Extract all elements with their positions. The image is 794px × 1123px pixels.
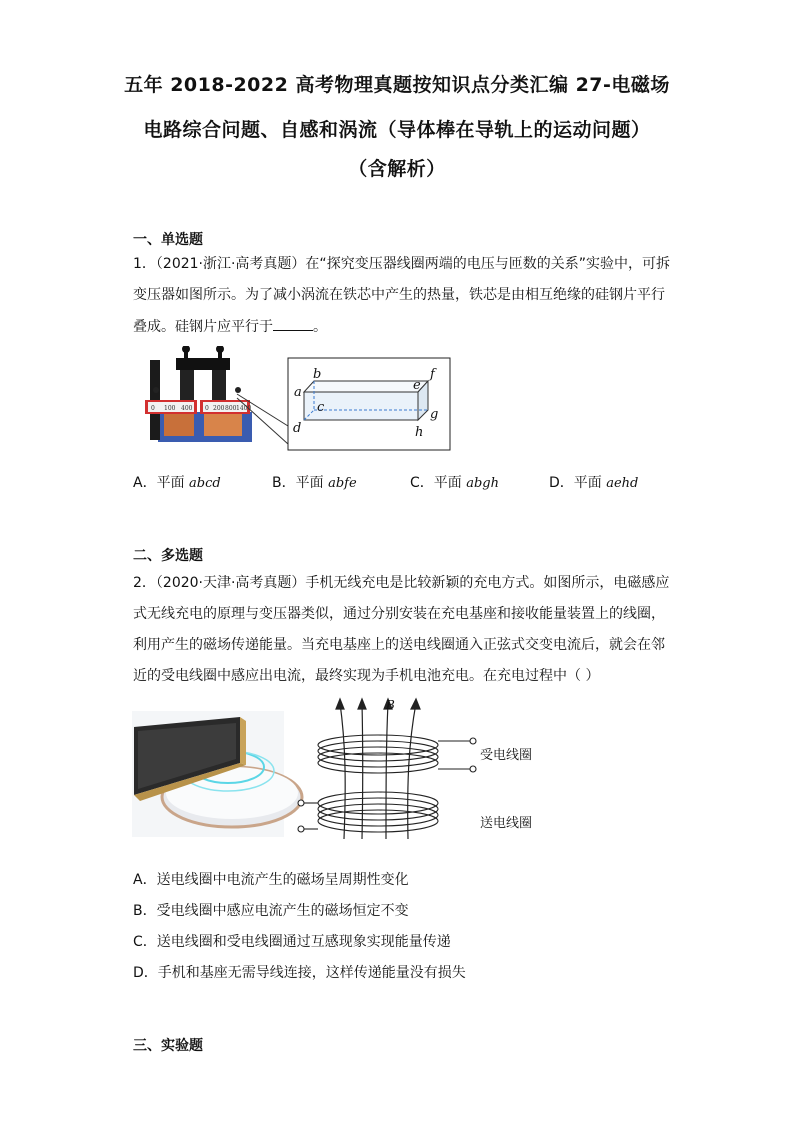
meter-left-tick-2: 400 xyxy=(181,405,193,412)
q2-option-d[interactable]: D．手机和基座无需导线连接，这样传递能量没有损失 xyxy=(133,965,466,981)
charging-pad-photo xyxy=(132,711,302,837)
question-2-line-4: 近的受电线圈中感应出电流，最终实现为手机电池充电。在充电过程中（ ） xyxy=(133,668,600,684)
answer-blank xyxy=(273,316,313,331)
document-title-line-1: 五年 2018-2022 高考物理真题按知识点分类汇编 27-电磁场 xyxy=(124,74,670,96)
option-a-label: A．平面 xyxy=(133,475,190,491)
question-1-line-3-text: 叠成。硅钢片应平行于 xyxy=(133,319,273,335)
question-1-line-2: 变压器如图所示。为了减小涡流在铁芯中产生的热量，铁芯是由相互绝缘的硅钢片平行 xyxy=(133,287,665,303)
question-1-text xyxy=(133,254,673,337)
option-c-label: C．平面 xyxy=(410,475,467,491)
q2-option-a[interactable]: A．送电线圈中电流产生的磁场呈周期性变化 xyxy=(133,872,409,888)
receive-coil-label: 受电线圈 xyxy=(480,748,533,763)
send-coil-label: 送电线圈 xyxy=(480,816,533,831)
section-heading-single-choice: 一、单选题 xyxy=(133,232,203,248)
send-coil xyxy=(298,792,438,832)
magnetic-field-lines xyxy=(336,699,420,839)
meter-left-tick-0: 0 xyxy=(151,405,155,412)
wireless-charging-figure xyxy=(132,697,552,842)
option-b-value: abfe xyxy=(328,476,357,491)
q2-option-b[interactable]: B．受电线圈中感应电流产生的磁场恒定不变 xyxy=(133,903,409,919)
meter-right-tick-1: 200 xyxy=(213,405,225,412)
meter-left-tick-1: 100 xyxy=(164,405,176,412)
meter-right-tick-0: 0 xyxy=(205,405,209,412)
question-1-line-3 xyxy=(133,316,673,337)
q1-option-a[interactable] xyxy=(133,472,221,492)
point-a-label: a xyxy=(294,385,302,400)
question-2-line-2: 式无线充电的原理与变压器类似，通过分别安装在充电基座和接收能量装置上的线圈， xyxy=(133,606,665,622)
point-g-label: g xyxy=(430,407,439,422)
option-c-value: abgh xyxy=(466,476,500,491)
point-f-label: f xyxy=(430,367,435,382)
point-h-label: h xyxy=(415,425,424,440)
transformer-figure xyxy=(140,346,455,454)
question-2-line-3: 利用产生的磁场传递能量。当充电基座上的送电线圈通入正弦式交变电流后，就会在邻 xyxy=(133,637,665,653)
document-title-line-3: （含解析） xyxy=(348,158,446,180)
section-heading-multiple-choice: 二、多选题 xyxy=(133,548,203,564)
question-1-line-1: 1．（2021·浙江·高考真题）在“探究变压器线圈两端的电压与匝数的关系”实验中，可拆 xyxy=(133,256,670,272)
question-2-line-1: 2．（2020·天津·高考真题）手机无线充电是比较新颖的充电方式。如图所示，电磁感应 xyxy=(133,575,670,591)
section-heading-experiment: 三、实验题 xyxy=(133,1038,203,1054)
q1-option-c[interactable] xyxy=(410,472,499,492)
q1-option-b[interactable] xyxy=(272,472,357,492)
option-a-value: abcd xyxy=(189,476,221,491)
q2-option-c[interactable]: C．送电线圈和受电线圈通过互感现象实现能量传递 xyxy=(133,934,451,950)
field-label-b: B xyxy=(386,698,395,712)
meter-right-tick-2: 800 xyxy=(225,405,237,412)
q1-option-d[interactable] xyxy=(549,472,638,492)
point-b-label: b xyxy=(313,367,322,382)
receive-coil xyxy=(318,735,476,773)
point-e-label: e xyxy=(413,378,421,393)
option-b-label: B．平面 xyxy=(272,475,329,491)
document-title-line-2: 电路综合问题、自感和涡流（导体棒在导轨上的运动问题） xyxy=(143,119,651,141)
question-2-text xyxy=(133,573,673,686)
meter-right-tick-3: 1400 xyxy=(236,405,252,412)
question-1-line-3-end: 。 xyxy=(313,319,327,335)
point-d-label: d xyxy=(293,421,302,436)
point-c-label: c xyxy=(317,400,325,415)
option-d-value: aehd xyxy=(606,476,639,491)
option-d-label: D．平面 xyxy=(549,475,607,491)
transformer-photo xyxy=(145,346,252,442)
